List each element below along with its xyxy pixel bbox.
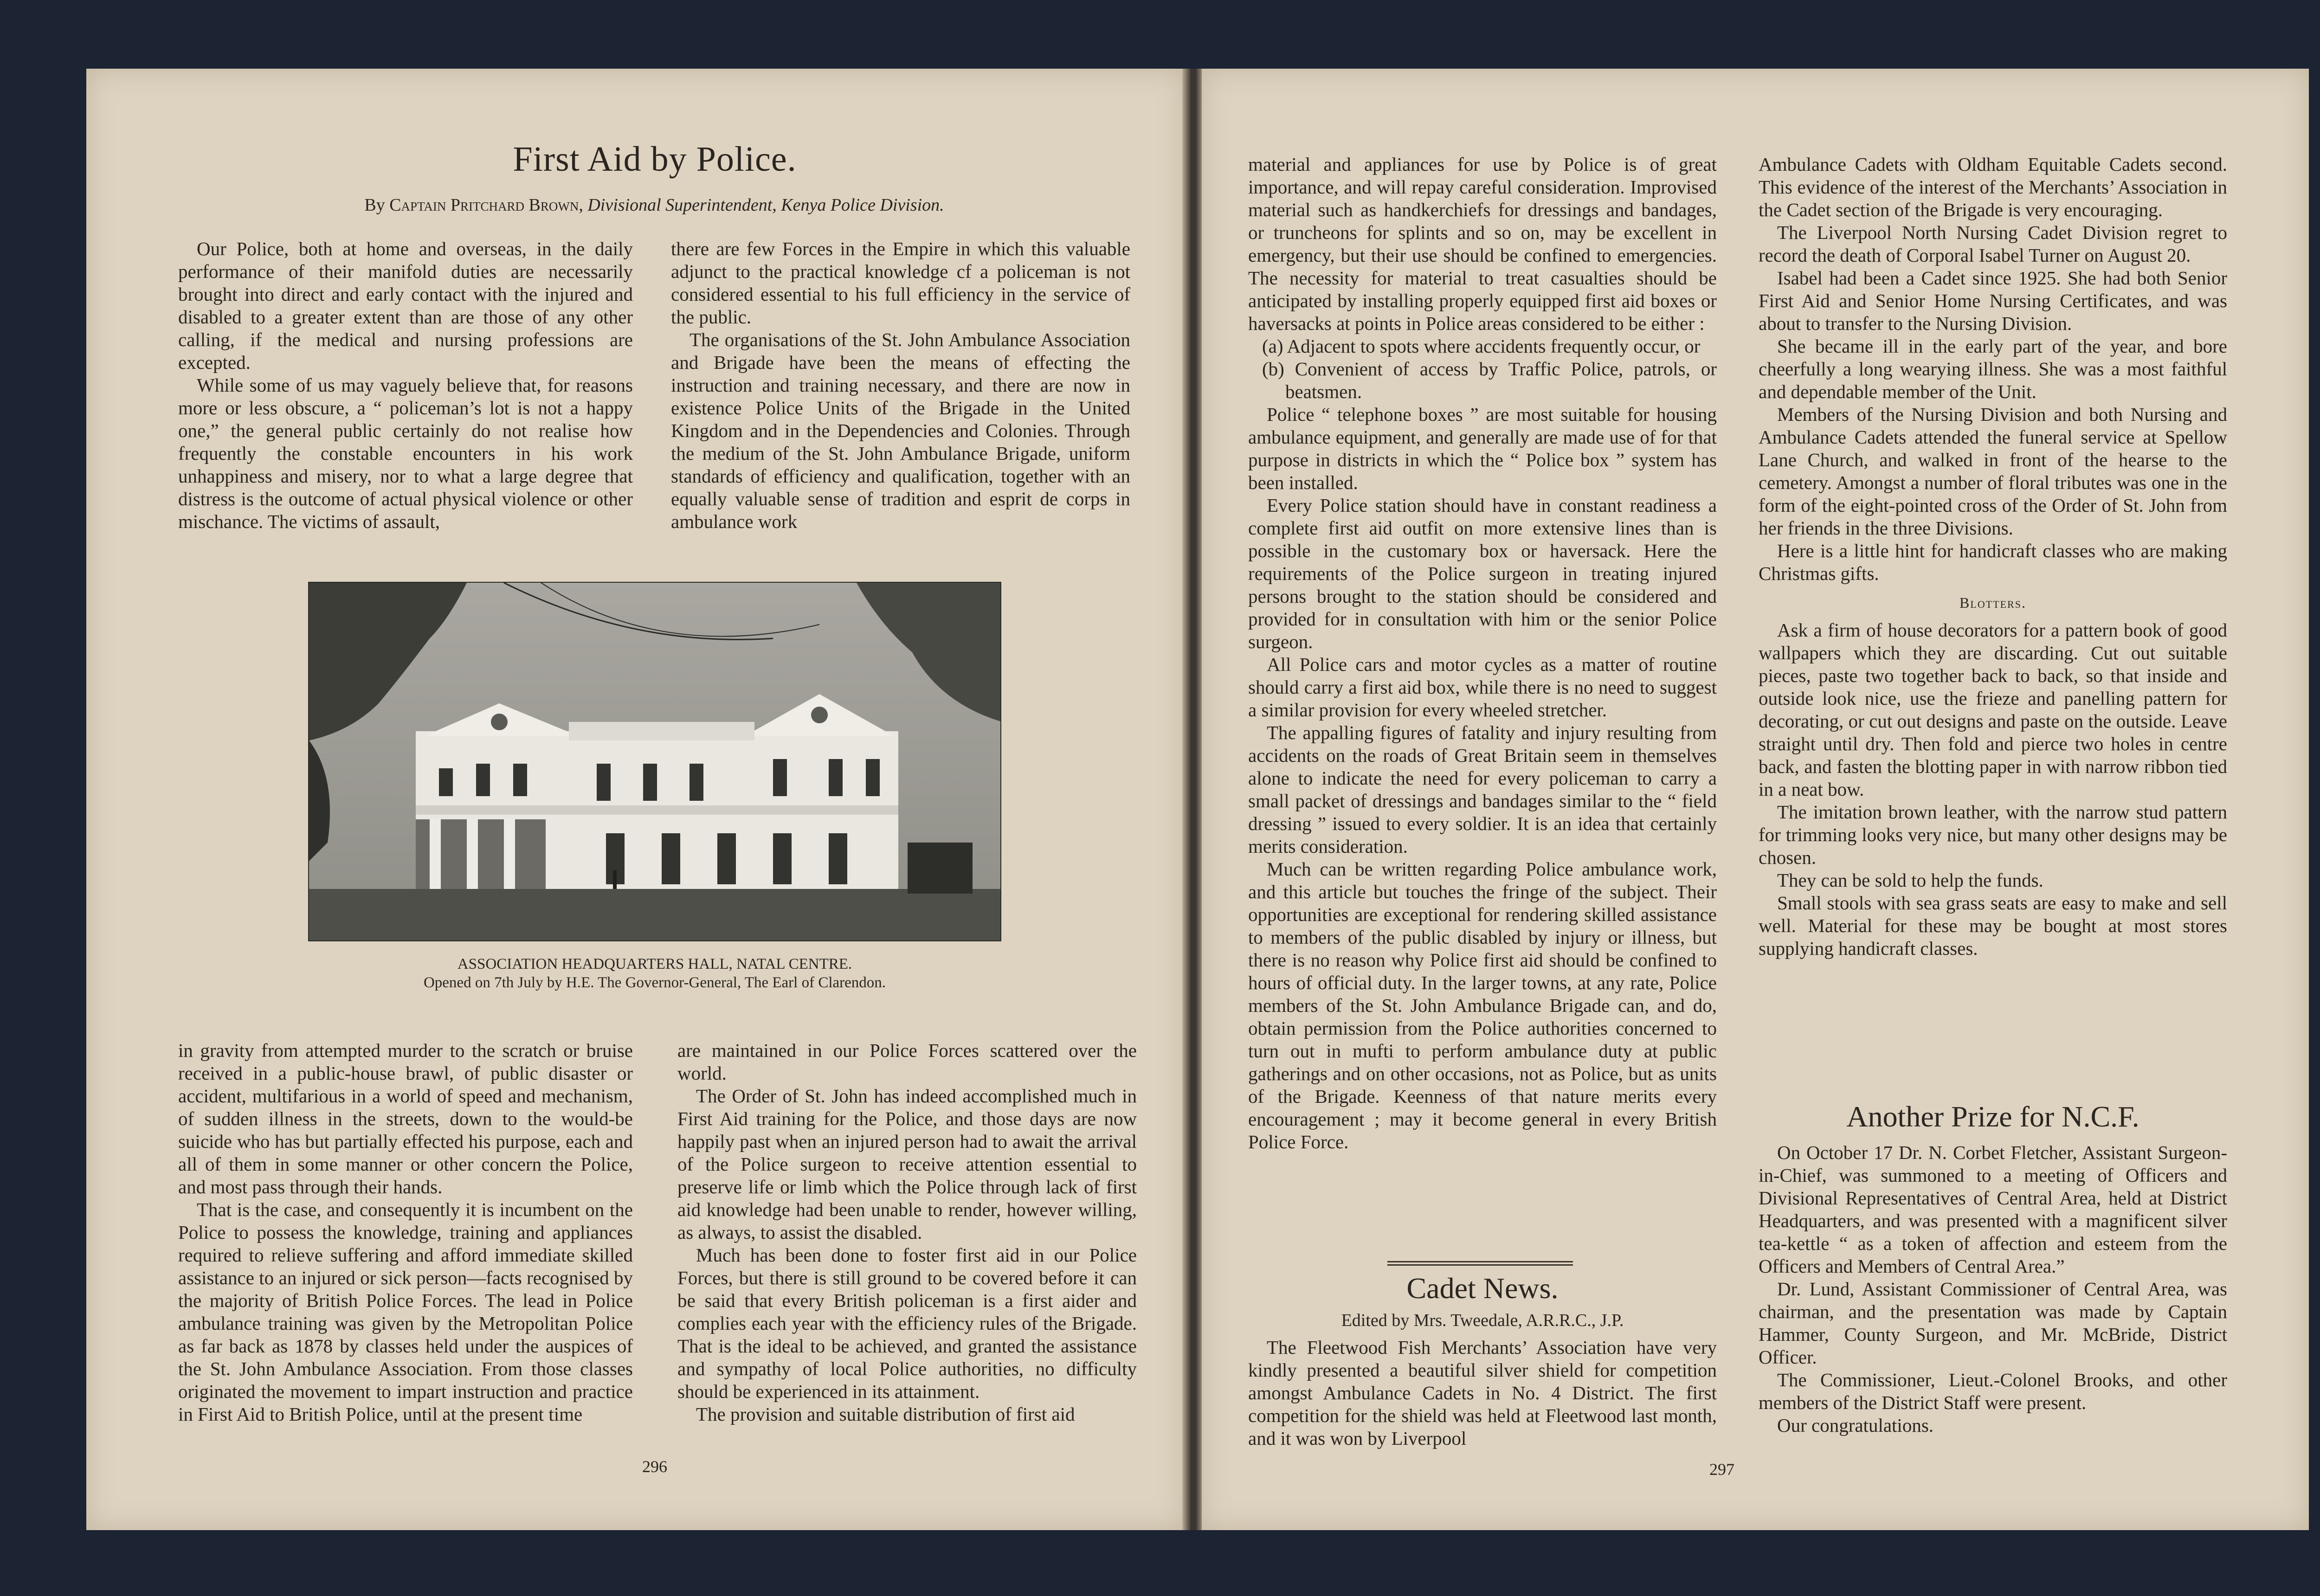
paragraph: The organisations of the St. John Ambulance Association and Brigade have been the means of effecting the instruction and training necessary, and there are now in existence Police Units of the Brigade in the United Kingdom and in the Dependencies and Colonies. Through the medium of the St. John Ambulance Brigade, uniform standards of efficiency and qualification, together with an equally valuable sense of tradition and esprit de corps in ambulance work xyxy=(671,329,1130,532)
paragraph: Dr. Lund, Assistant Commissioner of Central Area, was chairman, and the presentation was made by Captain Hammer, County Surgeon, and Mr. McBride, District Officer. xyxy=(1759,1278,2227,1368)
paragraph: Every Police station should have in constant readiness a complete first aid outfit on more extensive lines than is possible in the customary box or haversack. Here the requirements of the Police surgeon in treating injured persons brought to the station should be considered and provided for in consultation with him or the senior Police surgeon. xyxy=(1248,495,1717,652)
list-item: (a) Adjacent to spots where accidents frequently occur, or xyxy=(1262,335,1701,357)
prize-body xyxy=(1759,1141,2227,1437)
paragraph: in gravity from attempted murder to the scratch or bruise received in a public-house brawl, of public disaster or accident, multifarious in a world of speed and mechanism, of sudden illness in the streets, down to the would-be suicide who has but partially effected his purpose, each and all of them in some manner or other concern the Police, and most pass through their hands. xyxy=(178,1040,633,1197)
paragraph: Much has been done to foster first aid in our Police Forces, but there is still ground to be covered before it can be said that every British policeman is a first aider and complies each year with the efficiency rules of the Brigade. That is the ideal to be achieved, and granted the assistance and sympathy of local Police authorities, no difficulty should be experienced in its attainment. xyxy=(677,1244,1137,1402)
right-col2 xyxy=(1759,153,2227,960)
cadet-news-editor: Edited by Mrs. Tweedale, A.R.R.C., J.P. xyxy=(1341,1311,1624,1330)
paragraph: The Liverpool North Nursing Cadet Division regret to record the death of Corporal Isabel Turner on August 20. xyxy=(1759,222,2227,266)
paragraph: She became ill in the early part of the year, and bore cheerfully a long wearying illness. She was a most faithful and dependable member of the Unit. xyxy=(1759,335,2227,402)
section-rule xyxy=(1387,1261,1573,1266)
book-gutter xyxy=(1182,69,1205,1530)
paragraph: On October 17 Dr. N. Corbet Fletcher, Assistant Surgeon-in-Chief, was summoned to a meeting of Officers and Divisional Representatives of Central Area, held at District Headquarters, and was presented with a magnificent silver tea-kettle “ as a token of affection and esteem from the Officers and Members of Central Area.” xyxy=(1759,1142,2227,1277)
blotters-heading: Blotters. xyxy=(1959,594,2026,611)
paragraph: Ambulance Cadets with Oldham Equitable Cadets second. This evidence of the interest of the Merchants’ Association in the Cadet section of the Brigade is very encouraging. xyxy=(1759,154,2227,220)
cadet-news-title: Cadet News. xyxy=(1406,1272,1559,1305)
paragraph: Police “ telephone boxes ” are most suitable for housing ambulance equipment, and generally are made use of for that purpose in districts in which the “ Police box ” system has been installed. xyxy=(1248,404,1717,493)
photo-caption xyxy=(308,955,1001,992)
paragraph: They can be sold to help the funds. xyxy=(1777,869,2043,891)
left-col2-bottom xyxy=(677,1039,1137,1426)
headquarters-photo xyxy=(308,582,1001,941)
paragraph: The Fleetwood Fish Merchants’ Association have very kindly presented a beautiful silver shield for competition amongst Ambulance Cadets in No. 4 District. The first competition for the shield was held at Fleetwood last month, and it was won by Liverpool xyxy=(1248,1337,1717,1449)
list-item: (b) Convenient of access by Traffic Police, patrols, or beatsmen. xyxy=(1262,358,1717,402)
byline-prefix: By xyxy=(364,195,385,215)
paragraph: The imitation brown leather, with the narrow stud pattern for trimming looks very nice, but many other designs may be chosen. xyxy=(1759,801,2227,868)
left-col1-top xyxy=(178,238,633,533)
article-title: First Aid by Police. xyxy=(513,140,797,179)
prize-title: Another Prize for N.C.F. xyxy=(1846,1100,2140,1133)
paragraph: All Police cars and motor cycles as a matter of routine should carry a first aid box, while there is no need to suggest a similar provision for every wheeled stretcher. xyxy=(1248,654,1717,721)
left-col1-bottom xyxy=(178,1039,633,1426)
paragraph: are maintained in our Police Forces scattered over the world. xyxy=(677,1040,1137,1084)
article-byline xyxy=(204,195,1104,215)
byline-role: Divisional Superintendent, Kenya Police Division. xyxy=(587,195,944,215)
right-col1 xyxy=(1248,153,1717,1153)
cadet-news-body xyxy=(1248,1336,1717,1450)
paragraph: Isabel had been a Cadet since 1925. She had both Senior First Aid and Senior Home Nursing Certificates, and was about to transfer to the Nursing Division. xyxy=(1759,267,2227,334)
paragraph: Here is a little hint for handicraft classes who are making Christmas gifts. xyxy=(1759,540,2227,584)
left-col2-top xyxy=(671,238,1130,533)
paragraph: The Commissioner, Lieut.-Colonel Brooks, and other members of the District Staff were present. xyxy=(1759,1369,2227,1413)
caption-title: ASSOCIATION HEADQUARTERS HALL, NATAL CENTRE. xyxy=(457,956,852,972)
paragraph: Members of the Nursing Division and both Nursing and Ambulance Cadets attended the funeral service at Spellow Lane Church, and walked in front of the hearse to the cemetery. Amongst a number of floral tributes was one in the form of the eight-pointed cross of the Order of St. John from her friends in the three Divisions. xyxy=(1759,404,2227,539)
paragraph: The appalling figures of fatality and injury resulting from accidents on the roads of Great Britain seem in themselves alone to indicate the need for every policeman to carry a small packet of dressings and bandages similar to the “ field dressing ” issued to every soldier. It is an idea that certainly merits consideration. xyxy=(1248,722,1717,857)
paragraph: Ask a firm of house decorators for a pattern book of good wallpapers which they are discarding. Cut out suitable pieces, paste two together back to back, so that inside and outside look nice, use the frieze and panelling pattern for decorating, or cut out designs and paste on the outside. Leave straight until dry. Then fold and pierce two holes in centre back, and fasten the blotting paper in with narrow ribbon tied in a neat bow. xyxy=(1759,619,2227,800)
paragraph: The provision and suitable distribution of first aid xyxy=(696,1403,1075,1425)
building-illustration xyxy=(309,583,1001,941)
paragraph: While some of us may vaguely believe that, for reasons more or less obscure, a “ policeman’s lot is not a happy one,” the general public certainly do not realise how frequently the constable encounters in his work unhappiness and misery, nor to what a large degree that distress is the outcome of actual physical violence or other mischance. The victims of assault, xyxy=(178,374,633,532)
paragraph: Much can be written regarding Police ambulance work, and this article but touches the fringe of the subject. Their opportunities are exceptional for rendering skilled assistance to members of the public disabled by injury or illness, but there is no reason why Police first aid should be confined to hours of official duty. In the larger towns, at any rate, Police members of the St. John Ambulance Brigade can, and do, obtain permission from the Police authorities concerned to turn out in mufti to perform ambulance duty at public gatherings and on other occasions, not as Police, but as units of the Brigade. Keenness of that nature merits every encouragement ; may it become general in every British Police Force. xyxy=(1248,858,1717,1152)
caption-subtitle: Opened on 7th July by H.E. The Governor-General, The Earl of Clarendon. xyxy=(423,974,886,991)
paragraph: Our congratulations. xyxy=(1777,1415,1934,1436)
paragraph: Our Police, both at home and overseas, in the daily performance of their manifold duties are necessarily brought into direct and early contact with the injured and disabled to a greater extent than are those of any other calling, if the medical and nursing professions are excepted. xyxy=(178,238,633,373)
page-number-left: 296 xyxy=(642,1457,667,1476)
paragraph: Small stools with sea grass seats are easy to make and sell well. Material for these may be bought at most stores supplying handicraft classes. xyxy=(1759,892,2227,959)
paragraph: That is the case, and consequently it is incumbent on the Police to possess the knowledge, training and appliances required to relieve suffering and afford immediate skilled assistance to an injured or sick person—facts recognised by the majority of British Police Forces. The lead in Police ambulance training was given by the Metropolitan Police as far back as 1878 by classes held under the auspices of the St. John Ambulance Association. From those classes originated the movement to impart instruction and practice in First Aid to British Police, until at the present time xyxy=(178,1199,633,1425)
paragraph: there are few Forces in the Empire in which this valuable adjunct to the practical knowledge cf a policeman is not considered essential to his full efficiency in the service of the public. xyxy=(671,238,1130,328)
paragraph: material and appliances for use by Police is of great importance, and will repay careful consideration. Improvised material such as handkerchiefs for dressings and bandages, or truncheons for splints and so on, may be excellent in emergency, but their use should be confined to emergencies. The necessity for material to treat casualties should be anticipated by installing properly equipped first aid boxes or haversacks at points in Police areas considered to be either : xyxy=(1248,154,1717,334)
page-number-right: 297 xyxy=(1709,1460,1734,1479)
paragraph: The Order of St. John has indeed accomplished much in First Aid training for the Police, and those days are now happily past when an injured person had to await the arrival of the Police surgeon to receive attention essential to preserve life or limb which the Police through lack of first aid knowledge had been unable to render, however willing, as always, to assist the disabled. xyxy=(677,1085,1137,1243)
byline-author: Captain Pritchard Brown, xyxy=(389,195,583,215)
